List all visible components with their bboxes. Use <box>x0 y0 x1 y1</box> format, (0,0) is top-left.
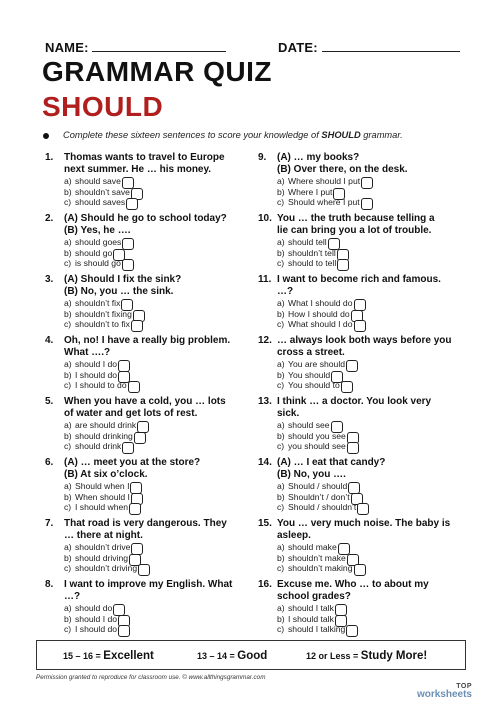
answer-option: a) should tell <box>277 237 327 247</box>
answer-checkbox[interactable] <box>357 503 369 515</box>
answer-option: b) I should do <box>64 369 118 380</box>
question-stem: I think … a doctor. You look very sick. <box>277 396 432 419</box>
answer-option: c) You should to <box>277 380 340 390</box>
answer-option: b) You should <box>277 369 331 380</box>
answer-option: a) should goes <box>64 237 122 247</box>
topworksheets-logo: TOP worksheets <box>416 683 472 700</box>
question-stem: You … the truth because telling a lie can bring you a lot of trouble. <box>277 213 435 236</box>
answer-option: a) should do <box>64 603 113 613</box>
question-stem: That road is very dangerous. They … there at night. <box>64 518 227 541</box>
question-number: 13. <box>258 396 272 407</box>
name-field <box>45 40 226 55</box>
question-number: 14. <box>258 457 272 468</box>
answer-checkbox[interactable] <box>138 564 150 576</box>
answer-option: b) When should I <box>64 491 130 502</box>
answer-option: a) should save <box>64 176 121 186</box>
answer-option: b) I should talk <box>277 613 334 624</box>
answer-option: b) should driving <box>64 552 129 563</box>
answer-checkbox[interactable] <box>122 238 134 250</box>
answer-checkbox[interactable] <box>118 625 130 637</box>
question-number: 11. <box>258 274 272 285</box>
answer-option: a) You are should <box>277 359 346 369</box>
question-number: 9. <box>258 152 267 163</box>
answer-option: a) Should / should <box>277 481 348 491</box>
question-item <box>258 213 458 274</box>
answer-checkbox[interactable] <box>354 564 366 576</box>
answer-checkbox[interactable] <box>346 360 358 372</box>
answer-option: b) Where I put <box>277 186 333 197</box>
instructions-pre: Complete these sixteen sentences to score your knowledge of <box>63 130 322 140</box>
question-number: 1. <box>45 152 54 163</box>
question-item <box>45 457 245 518</box>
answer-checkbox[interactable] <box>122 442 134 454</box>
score-good: 13 – 14 = Good <box>197 650 268 662</box>
answer-checkbox[interactable] <box>337 259 349 271</box>
answer-option: b) should you see <box>277 430 346 441</box>
question-item <box>258 274 458 335</box>
answer-option: a) should see <box>277 420 330 430</box>
question-number: 4. <box>45 335 54 346</box>
answer-option: a) Where should I put <box>277 176 361 186</box>
answer-option: c) shouldn’t driving <box>64 563 138 573</box>
question-stem: (A) … meet you at the store? (B) At six o’clock. <box>64 457 201 480</box>
answer-option: b) shouldn’t save <box>64 186 130 197</box>
question-stem: I want to become rich and famous. …? <box>277 274 441 297</box>
answer-option: a) shouldn’t fix <box>64 298 121 308</box>
question-number: 10. <box>258 213 272 224</box>
answer-option: c) should to tell <box>277 258 337 268</box>
quiz-title: GRAMMAR QUIZ <box>42 56 272 87</box>
score-study-more: 12 or Less = Study More! <box>306 650 428 662</box>
date-label: DATE: <box>278 40 318 55</box>
answer-option: c) Should / shouldn’t <box>277 502 357 512</box>
answer-option: b) should I do <box>64 613 118 624</box>
answer-option: c) shouldn’t making <box>277 563 353 573</box>
question-stem: When you have a cold, you … lots of water and get lots of rest. <box>64 396 226 419</box>
question-item <box>258 152 458 213</box>
question-item <box>45 213 245 274</box>
answer-option: c) should I talking <box>277 624 346 634</box>
question-number: 5. <box>45 396 54 407</box>
score-excellent: 15 – 16 = Excellent <box>63 650 154 662</box>
bullet-icon <box>43 133 49 139</box>
answer-checkbox[interactable] <box>354 320 366 332</box>
question-item <box>45 152 245 213</box>
question-number: 8. <box>45 579 54 590</box>
answer-option: c) is should go <box>64 258 121 268</box>
question-number: 15. <box>258 518 272 529</box>
question-stem: Excuse me. Who … to about my school grades? <box>277 579 429 602</box>
question-item <box>258 396 458 457</box>
date-field <box>278 40 460 55</box>
question-stem: I want to improve my English. What …? <box>64 579 233 602</box>
question-item <box>258 518 458 579</box>
answer-option: c) I should to do <box>64 380 127 390</box>
question-number: 16. <box>258 579 272 590</box>
questions-right-column <box>258 152 458 640</box>
question-stem: (A) … I eat that candy? (B) No, you …. <box>277 457 386 480</box>
instructions-bold: SHOULD <box>321 130 361 140</box>
answer-option: c) should drink <box>64 441 122 451</box>
answer-checkbox[interactable] <box>128 381 140 393</box>
answer-option: b) Shouldn’t / don’t <box>277 491 350 502</box>
answer-option: c) What should I do <box>277 319 353 329</box>
question-number: 3. <box>45 274 54 285</box>
answer-checkbox[interactable] <box>347 442 359 454</box>
quiz-subtitle: SHOULD <box>42 91 164 122</box>
permission-note: Permission granted to reproduce for classroom use. © www.allthingsgrammar.com <box>36 674 266 681</box>
answer-option: a) shouldn’t drive <box>64 542 131 552</box>
question-number: 2. <box>45 213 54 224</box>
question-item <box>45 396 245 457</box>
answer-option: c) should saves <box>64 197 126 207</box>
question-stem: (A) Should he go to school today? (B) Yes, he …. <box>64 213 227 236</box>
answer-checkbox[interactable] <box>122 259 134 271</box>
answer-checkbox[interactable] <box>134 432 146 444</box>
name-label: NAME: <box>45 40 89 55</box>
answer-option: a) Should when I <box>64 481 130 491</box>
answer-checkbox[interactable] <box>361 177 373 189</box>
question-stem: (A) Should I fix the sink? (B) No, you … the sink. <box>64 274 182 297</box>
date-line[interactable] <box>322 40 460 52</box>
name-line[interactable] <box>92 40 226 52</box>
answer-option: c) you should see <box>277 441 346 451</box>
score-key <box>36 640 466 670</box>
question-stem: … always look both ways before you cross a street. <box>277 335 452 358</box>
answer-option: a) are should drink <box>64 420 137 430</box>
answer-checkbox[interactable] <box>341 381 353 393</box>
question-item <box>258 335 458 396</box>
instructions-post: grammar. <box>360 130 403 140</box>
answer-option: b) should drinking <box>64 430 133 441</box>
answer-checkbox[interactable] <box>129 503 141 515</box>
question-stem: (A) … my books? (B) Over there, on the desk. <box>277 152 408 175</box>
instructions <box>43 130 403 140</box>
question-item <box>45 518 245 579</box>
answer-option: b) shouldn’t make <box>277 552 346 563</box>
question-number: 12. <box>258 335 272 346</box>
question-number: 6. <box>45 457 54 468</box>
answer-option: b) How I should do <box>277 308 350 319</box>
answer-option: c) Should where I put <box>277 197 360 207</box>
answer-checkbox[interactable] <box>346 625 358 637</box>
answer-option: c) I should do <box>64 624 118 634</box>
question-stem: Oh, no! I have a really big problem. What ….? <box>64 335 231 358</box>
answer-checkbox[interactable] <box>361 198 373 210</box>
answer-option: c) I should when <box>64 502 129 512</box>
answer-option: b) shouldn’t fixing <box>64 308 132 319</box>
answer-option: b) should go <box>64 247 113 258</box>
answer-option: a) should I do <box>64 359 118 369</box>
answer-option: b) shouldn’t tell <box>277 247 336 258</box>
answer-option: a) What I should do <box>277 298 353 308</box>
answer-option: a) should I talk <box>277 603 334 613</box>
answer-checkbox[interactable] <box>131 320 143 332</box>
answer-option: c) shouldn’t to fix <box>64 319 130 329</box>
question-item <box>258 579 458 640</box>
answer-checkbox[interactable] <box>126 198 138 210</box>
questions-left-column <box>45 152 245 640</box>
question-item <box>45 274 245 335</box>
question-stem: Thomas wants to travel to Europe next summer. He … his money. <box>64 152 225 175</box>
question-item <box>45 579 245 640</box>
question-item <box>258 457 458 518</box>
answer-option: a) should make <box>277 542 337 552</box>
question-stem: You … very much noise. The baby is asleep. <box>277 518 451 541</box>
question-item <box>45 335 245 396</box>
question-number: 7. <box>45 518 54 529</box>
